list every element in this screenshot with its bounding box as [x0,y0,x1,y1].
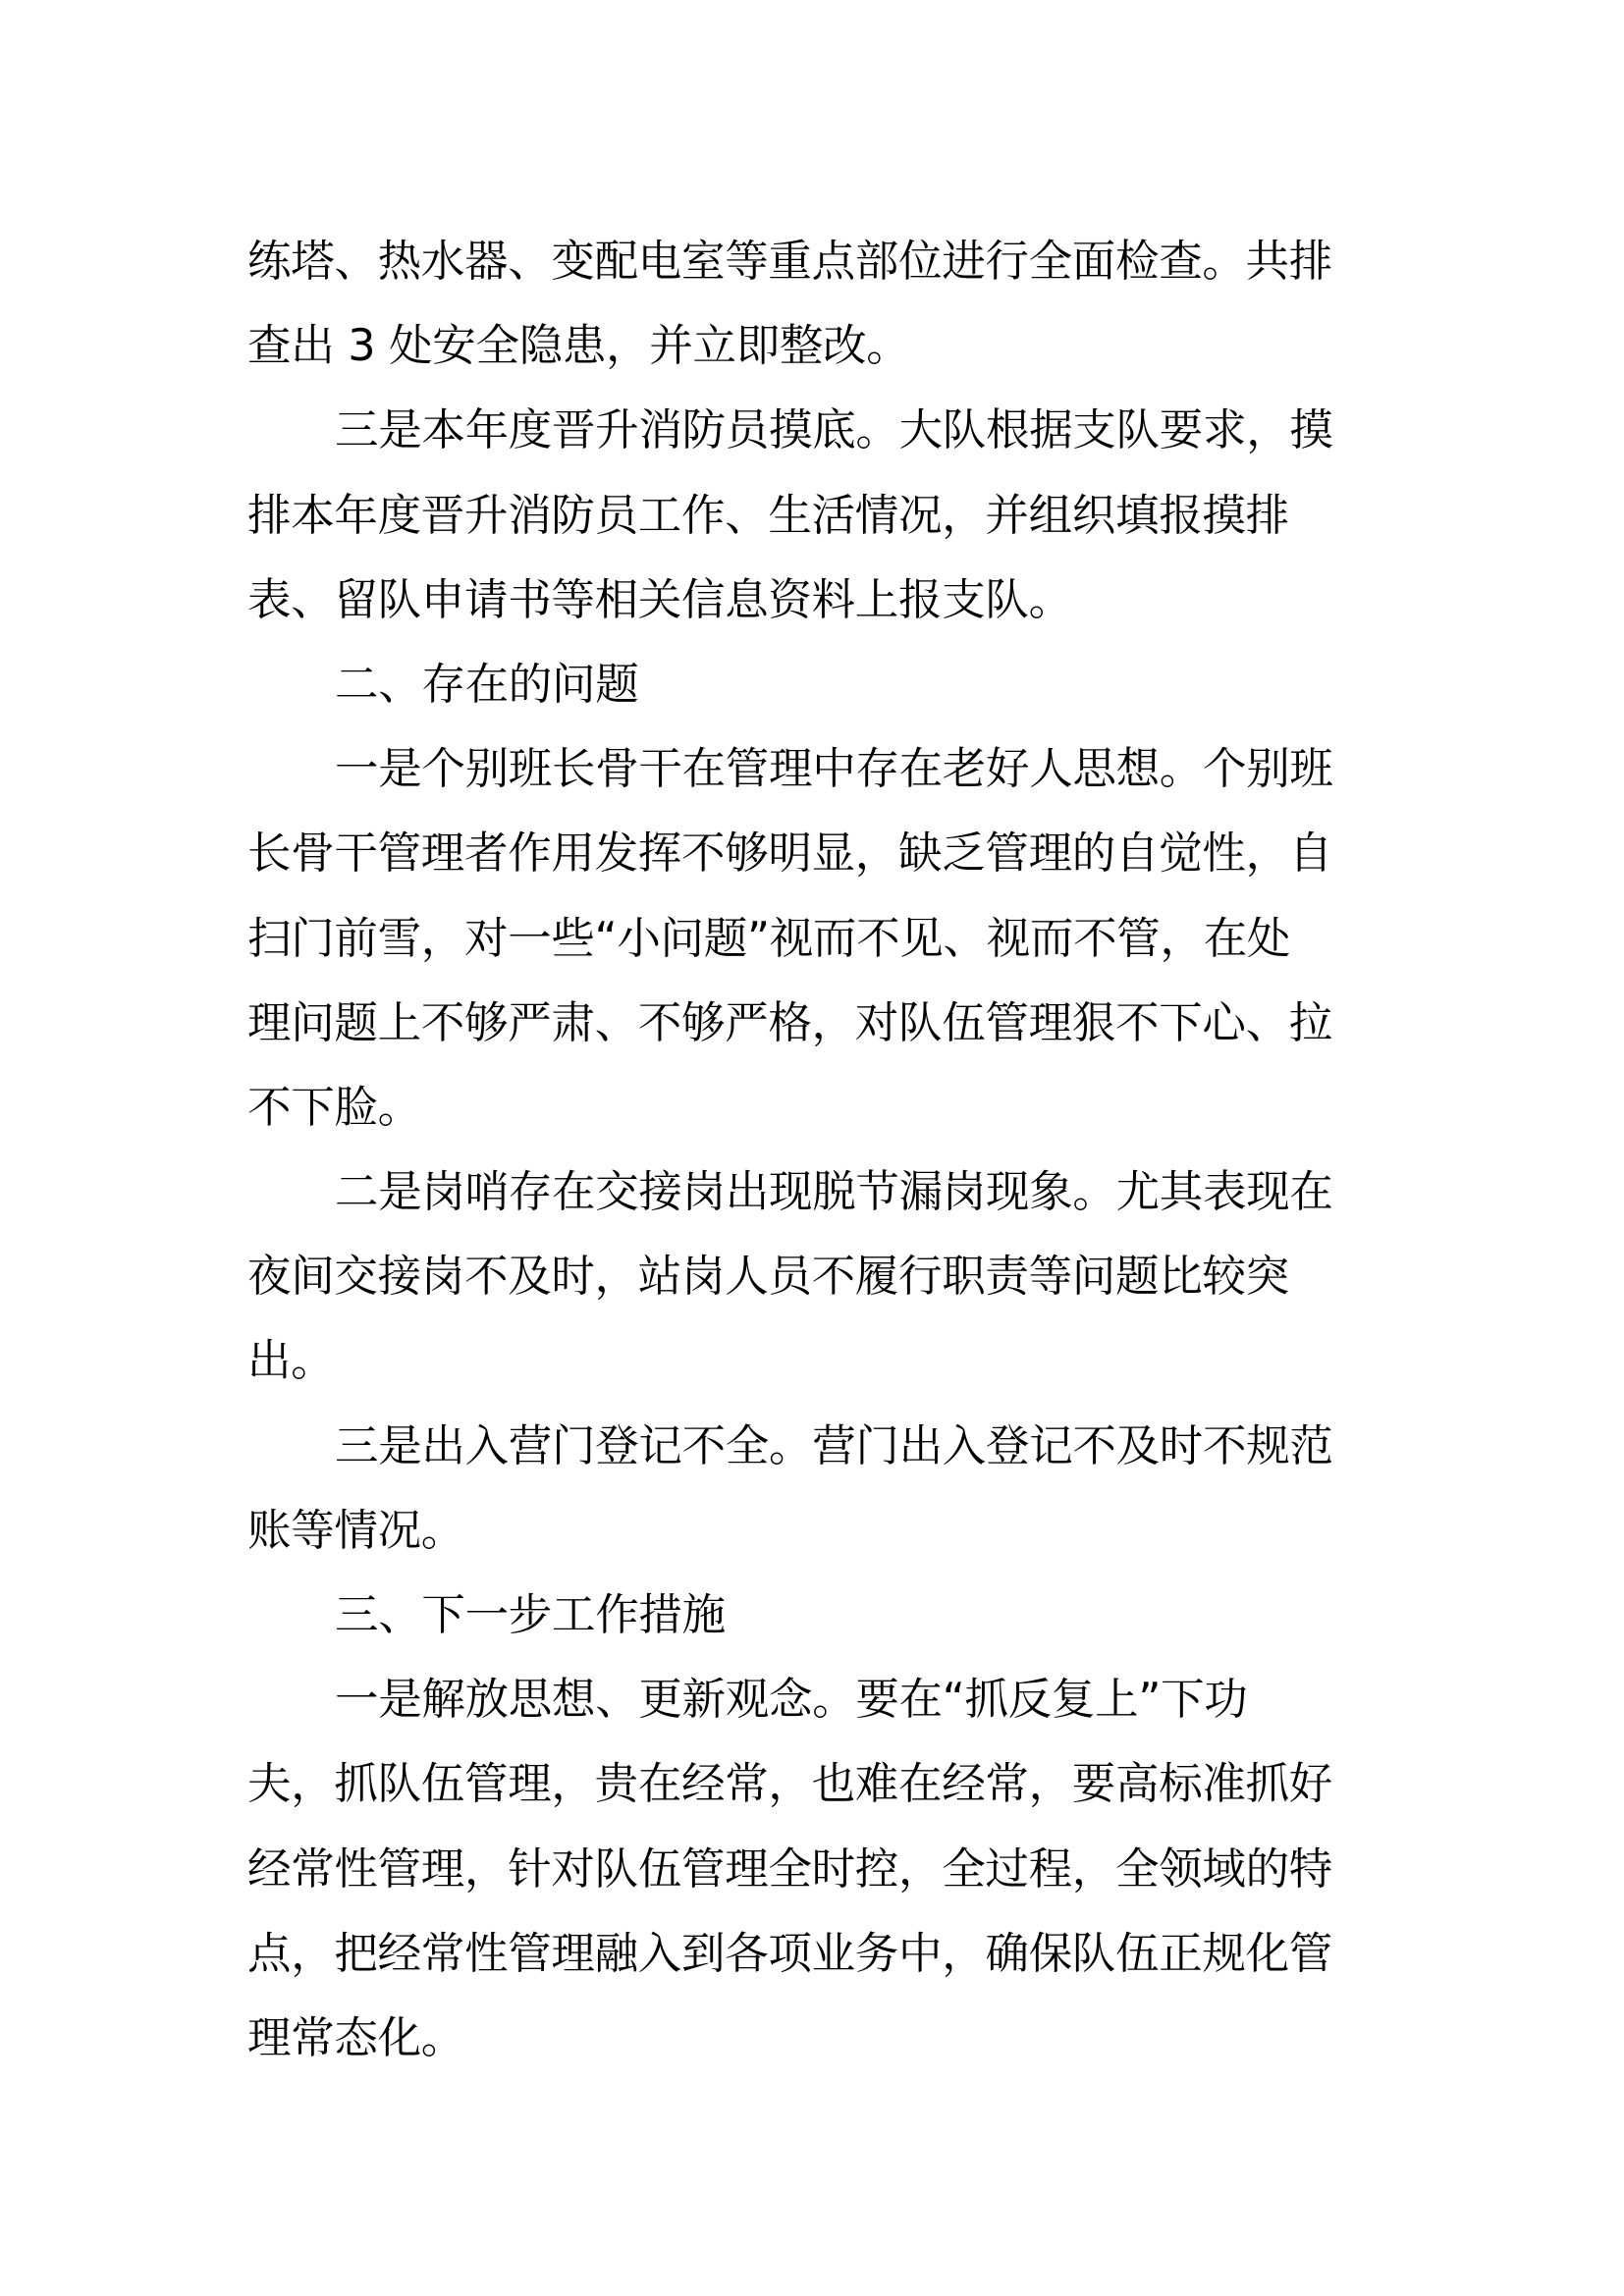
text-line: 夜间交接岗不及时，站岗人员不履行职责等问题比较突 [247,1252,1289,1303]
text-line: 二、存在的问题 [335,659,639,710]
paragraph [247,220,1357,389]
paragraph [247,1150,1357,1405]
text-line: 排本年度晋升消防员工作、生活情况，并组织填报摸排 [247,490,1289,541]
text-line: 一是解放思想、更新观念。要在“抓反复上”下功 [335,1675,1248,1726]
text-line: 经常性管理，针对队伍管理全时控，全过程，全领域的特 [247,1843,1333,1895]
text-line: 理问题上不够严肃、不够严格，对队伍管理狠不下心、拉 [247,997,1333,1048]
text-line: 理常态化。 [247,2012,465,2063]
text-line: 一是个别班长骨干在管理中存在老好人思想。个别班 [335,744,1333,795]
text-line: 表、留队申请书等相关信息资料上报支队。 [247,574,1072,625]
paragraph [247,727,1357,1150]
text-line: 长骨干管理者作用发挥不够明显，缺乏管理的自觉性，自 [247,828,1333,880]
text-line: 账等情况。 [247,1505,465,1556]
text-line: 三是本年度晋升消防员摸底。大队根据支队要求，摸 [335,405,1333,456]
text-line: 练塔、热水器、变配电室等重点部位进行全面检查。共排 [247,237,1333,287]
text-line: 二是岗哨存在交接岗出现脱节漏岗现象。尤其表现在 [335,1167,1333,1218]
text-line: 出。 [247,1336,335,1387]
section-heading [247,1574,1357,1658]
paragraph [247,1658,1357,2081]
document-body [247,220,1357,2081]
section-heading [247,643,1357,727]
text-line: 三、下一步工作措施 [335,1590,726,1640]
text-line: 点，把经常性管理融入到各项业务中，确保队伍正规化管 [247,1928,1333,1979]
paragraph [247,1405,1357,1574]
text-line: 查出 3 处安全隐患，并立即整改。 [247,321,910,372]
text-line: 夫，抓队伍管理，贵在经常，也难在经常，要高标准抓好 [247,1759,1333,1810]
text-line: 不下脸。 [247,1082,421,1133]
paragraph [247,389,1357,643]
text-line: 扫门前雪，对一些“小问题”视而不见、视而不管，在处 [247,913,1291,964]
text-line: 三是出入营门登记不全。营门出入登记不及时不规范 [335,1420,1333,1471]
